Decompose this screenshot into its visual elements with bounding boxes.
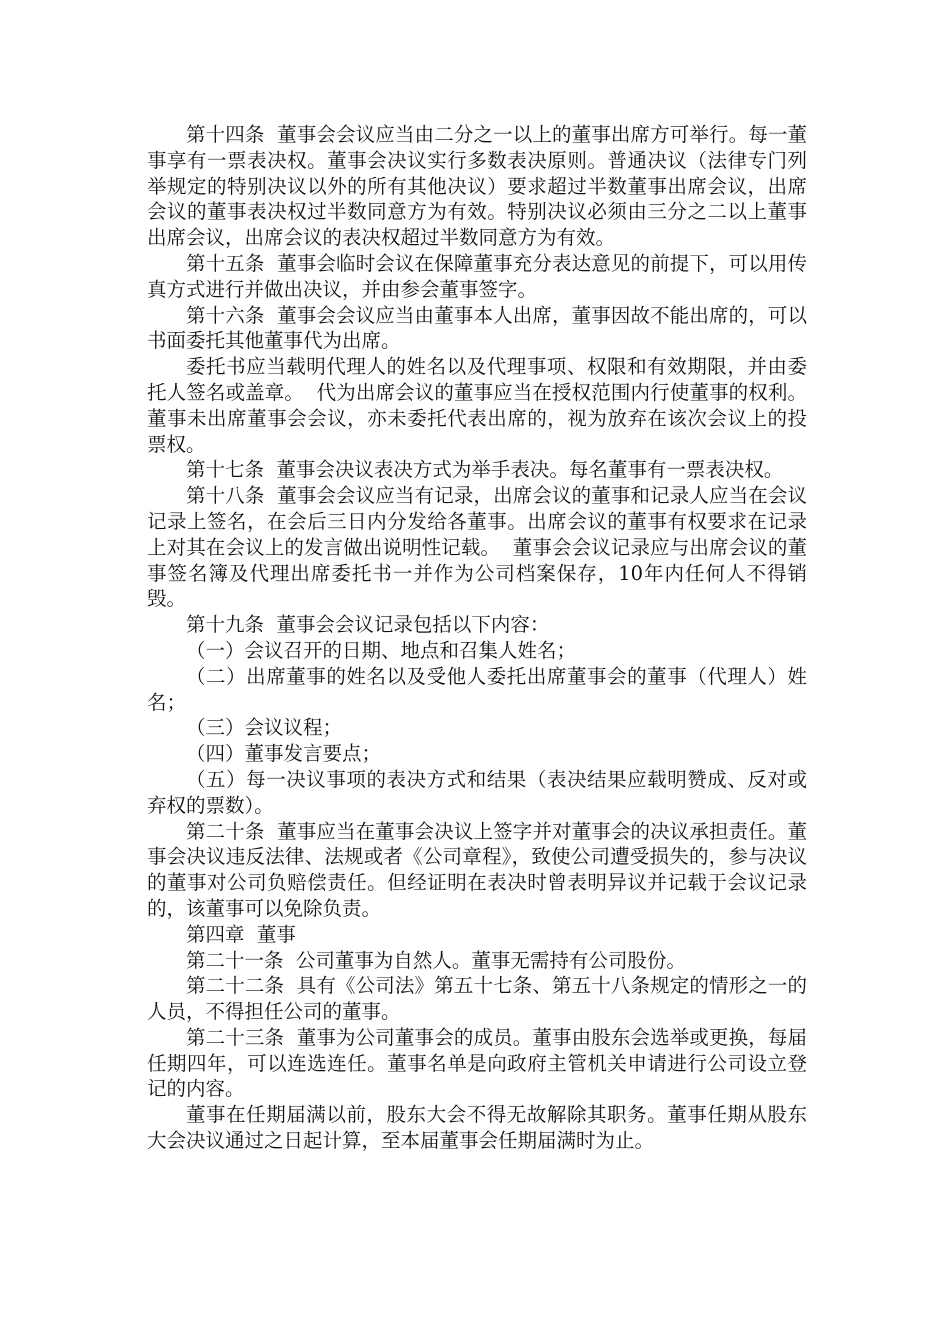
article-23-paragraph: 第二十三条 董事为公司董事会的成员。董事由股东会选举或更换，每届任期四年，可以连选连任。董事名单是向政府主管机关申请进行公司设立登记的内容。: [147, 1025, 807, 1101]
list-item-5: （五）每一决议事项的表决方式和结果（表决结果应载明赞成、反对或弃权的票数）。: [147, 767, 807, 817]
director-term-paragraph: 董事在任期届满以前，股东大会不得无故解除其职务。董事任期从股东大会决议通过之日起计算，至本届董事会任期届满时为止。: [147, 1103, 807, 1153]
article-15-paragraph: 第十五条 董事会临时会议在保障董事充分表达意见的前提下，可以用传真方式进行并做出决议，并由参会董事签字。: [147, 251, 807, 301]
article-14-paragraph: 第十四条 董事会会议应当由二分之一以上的董事出席方可举行。每一董事享有一票表决权。董事会决议实行多数表决原则。普通决议（法律专门列举规定的特别决议以外的所有其他决议）要求超过半数董事出席会议，出席会议的董事表决权过半数同意方为有效。特别决议必须由三分之二以上董事出席会议，出席会议的表决权超过半数同意方为有效。: [147, 123, 807, 250]
article-20-paragraph: 第二十条 董事应当在董事会决议上签字并对董事会的决议承担责任。董事会决议违反法律、法规或者《公司章程》，致使公司遭受损失的，参与决议的董事对公司负赔偿责任。但经证明在表决时曾表明异议并记载于会议记录的，该董事可以免除负责。: [147, 819, 807, 920]
article-22-paragraph: 第二十二条 具有《公司法》第五十七条、第五十八条规定的情形之一的人员，不得担任公司的董事。: [147, 974, 807, 1024]
article-21-paragraph: 第二十一条 公司董事为自然人。董事无需持有公司股份。: [186, 948, 686, 972]
proxy-letter-paragraph: 委托书应当载明代理人的姓名以及代理事项、权限和有效期限，并由委托人签名或盖章。 代为出席会议的董事应当在授权范围内行使董事的权利。董事未出席董事会会议，亦未委托代表出席的，视为放弃在该次会议上的投票权。: [147, 355, 807, 456]
document-body: [147, 122, 807, 1154]
list-item-4: （四）董事发言要点；: [186, 742, 382, 766]
article-16-paragraph: 第十六条 董事会会议应当由董事本人出席，董事因故不能出席的，可以书面委托其他董事代为出席。: [147, 303, 807, 353]
article-18-paragraph: 第十八条 董事会会议应当有记录，出席会议的董事和记录人应当在会议记录上签名，在会后三日内分发给各董事。出席会议的董事有权要求在记录上对其在会议上的发言做出说明性记载。 董事会会议记录应与出席会议的董事签名簿及代理出席委托书一并作为公司档案保存，10年内任何人不得销毁。: [147, 484, 807, 611]
list-item-3: （三）会议议程；: [186, 716, 343, 740]
article-17-paragraph: 第十七条 董事会决议表决方式为举手表决。每名董事有一票表决权。: [186, 458, 784, 482]
list-item-1: （一）会议召开的日期、地点和召集人姓名；: [186, 638, 577, 662]
list-item-2: （二）出席董事的姓名以及受他人委托出席董事会的董事（代理人）姓名；: [147, 664, 807, 714]
chapter-4-heading: 第四章 董事: [186, 922, 296, 946]
article-19-paragraph: 第十九条 董事会会议记录包括以下内容：: [186, 613, 550, 637]
